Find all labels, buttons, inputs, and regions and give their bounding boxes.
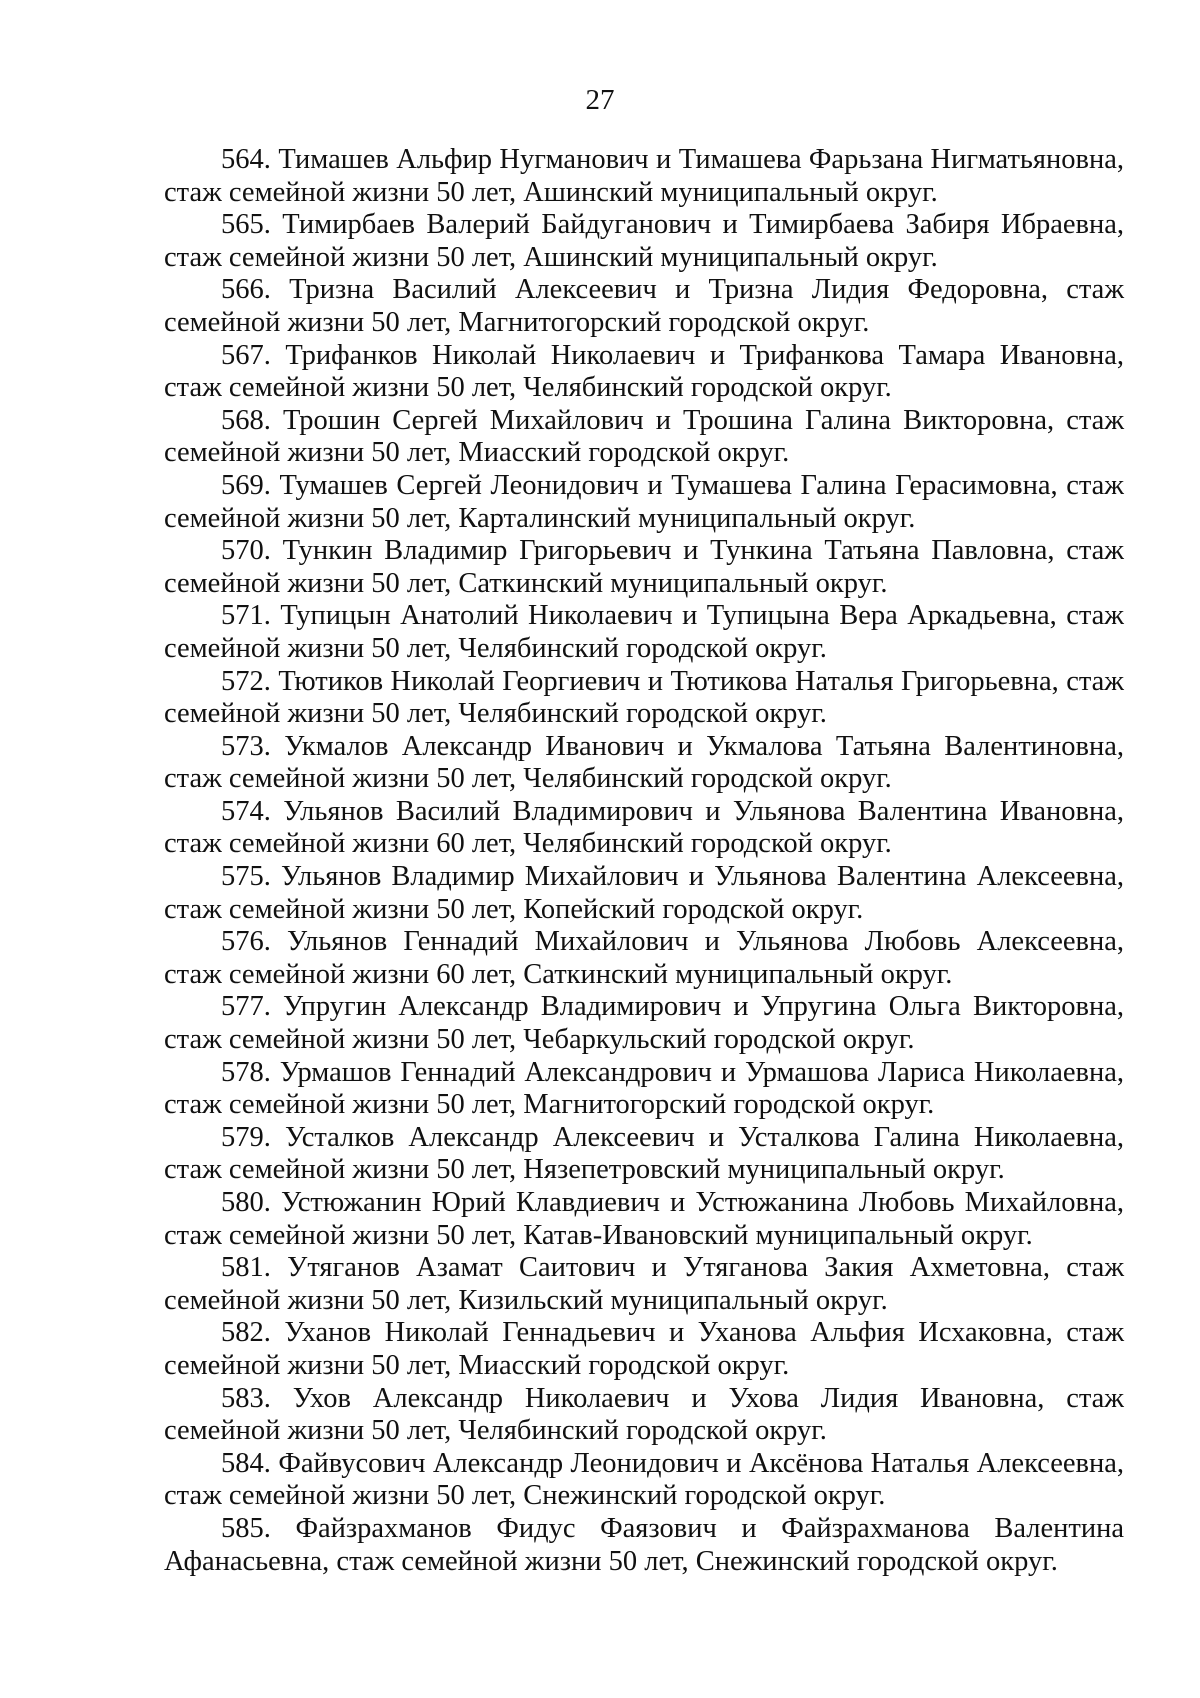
- entry-number: 573.: [221, 730, 271, 762]
- entry-number: 570.: [221, 535, 271, 567]
- entry-text: Тризна Василий Алексеевич и Тризна Лидия Федоровна, стаж семейной жизни 50 лет, Магнитогорский городской округ.: [164, 274, 1125, 338]
- entry-number: 575.: [221, 861, 271, 893]
- entry-text: Тимирбаев Валерий Байдуганович и Тимирбаева Забиря Ибраевна, стаж семейной жизни 50 лет, Ашинский муниципальный округ.: [164, 209, 1124, 273]
- entry-text: Уханов Николай Геннадьевич и Уханова Альфия Исхаковна, стаж семейной жизни 50 лет, Миасский городской округ.: [164, 1317, 1125, 1381]
- entry-number: 581.: [221, 1252, 271, 1284]
- entry-text: Ульянов Владимир Михайлович и Ульянова Валентина Алексеевна, стаж семейной жизни 50 лет, Копейский городской округ.: [164, 861, 1124, 925]
- entry-number: 582.: [221, 1317, 271, 1349]
- entry-list: [164, 144, 1124, 1578]
- entry-text: Тумашев Сергей Леонидович и Тумашева Галина Герасимовна, стаж семейной жизни 50 лет, Карталинский муниципальный округ.: [164, 469, 1124, 534]
- entry-number: 564.: [221, 144, 271, 175]
- entry-number: 574.: [221, 795, 271, 827]
- list-item: [164, 1513, 1124, 1578]
- entry-text: Тупицын Анатолий Николаевич и Тупицына Вера Аркадьевна, стаж семейной жизни 50 лет, Челябинский городской округ.: [164, 600, 1125, 664]
- list-item: [164, 1252, 1124, 1317]
- page-number: 27: [585, 84, 615, 116]
- entry-number: 567.: [221, 339, 271, 371]
- list-item: [164, 144, 1124, 209]
- entry-number: 583.: [221, 1382, 271, 1414]
- entry-text: Файвусович Александр Леонидович и Аксёнова Наталья Алексеевна, стаж семейной жизни 50 лет, Снежинский городской округ.: [164, 1447, 1124, 1512]
- list-item: [164, 274, 1124, 339]
- entry-number: 579.: [221, 1121, 271, 1153]
- list-item: [164, 535, 1124, 600]
- list-item: [164, 405, 1124, 470]
- list-item: [164, 1057, 1124, 1122]
- entry-text: Устюжанин Юрий Клавдиевич и Устюжанина Любовь Михайловна, стаж семейной жизни 50 лет, Катав-Ивановский муниципальный округ.: [164, 1187, 1124, 1251]
- list-item: [164, 861, 1124, 926]
- entry-number: 585.: [221, 1512, 271, 1544]
- entry-text: Усталков Александр Алексеевич и Усталкова Галина Николаевна, стаж семейной жизни 50 лет, Нязепетровский муниципальный округ.: [164, 1121, 1124, 1186]
- list-item: [164, 666, 1124, 731]
- entry-number: 566.: [221, 274, 271, 306]
- entry-number: 568.: [221, 404, 271, 436]
- entry-number: 580.: [221, 1187, 271, 1218]
- list-item: [164, 1448, 1124, 1513]
- list-item: [164, 209, 1124, 274]
- list-item: [164, 926, 1124, 991]
- entry-number: 569.: [221, 469, 271, 501]
- entry-text: Трошин Сергей Михайлович и Трошина Галина Викторовна, стаж семейной жизни 50 лет, Миасский городской округ.: [164, 404, 1125, 469]
- entry-number: 576.: [221, 926, 271, 958]
- list-item: [164, 1187, 1124, 1252]
- entry-number: 571.: [221, 600, 271, 632]
- entry-text: Ульянов Василий Владимирович и Ульянова Валентина Ивановна, стаж семейной жизни 60 лет, Челябинский городской округ.: [164, 795, 1124, 860]
- entry-text: Утяганов Азамат Саитович и Утяганова Закия Ахметовна, стаж семейной жизни 50 лет, Кизильский муниципальный округ.: [164, 1252, 1125, 1316]
- entry-text: Тютиков Николай Георгиевич и Тютикова Наталья Григорьевна, стаж семейной жизни 50 лет, Челябинский городской округ.: [164, 665, 1124, 730]
- list-item: [164, 340, 1124, 405]
- entry-text: Ульянов Геннадий Михайлович и Ульянова Любовь Алексеевна, стаж семейной жизни 60 лет, Саткинский муниципальный округ.: [164, 926, 1124, 990]
- entry-number: 565.: [221, 209, 271, 241]
- entry-number: 577.: [221, 991, 271, 1023]
- entry-text: Урмашов Геннадий Александрович и Урмашова Лариса Николаевна, стаж семейной жизни 50 лет, Магнитогорский городской округ.: [164, 1056, 1124, 1121]
- entry-text: Укмалов Александр Иванович и Укмалова Татьяна Валентиновна, стаж семейной жизни 50 лет, Челябинский городской округ.: [164, 730, 1125, 795]
- list-item: [164, 470, 1124, 535]
- entry-text: Упругин Александр Владимирович и Упругина Ольга Викторовна, стаж семейной жизни 50 лет, Чебаркульский городской округ.: [164, 991, 1124, 1056]
- list-item: [164, 796, 1124, 861]
- list-item: [164, 731, 1124, 796]
- entry-text: Файзрахманов Фидус Фаязович и Файзрахманова Валентина Афанасьевна, стаж семейной жизни 50 лет, Снежинский городской округ.: [164, 1512, 1125, 1577]
- list-item: [164, 1122, 1124, 1187]
- entry-number: 572.: [221, 665, 271, 697]
- entry-number: 578.: [221, 1056, 271, 1088]
- list-item: [164, 991, 1124, 1056]
- entry-text: Тимашев Альфир Нугманович и Тимашева Фарьзана Нигматьяновна, стаж семейной жизни 50 лет, Ашинский муниципальный округ.: [164, 144, 1125, 208]
- list-item: [164, 1383, 1124, 1448]
- entry-text: Ухов Александр Николаевич и Ухова Лидия Ивановна, стаж семейной жизни 50 лет, Челябинский городской округ.: [164, 1382, 1124, 1447]
- entry-number: 584.: [221, 1447, 271, 1479]
- list-item: [164, 1317, 1124, 1382]
- list-item: [164, 600, 1124, 665]
- entry-text: Тункин Владимир Григорьевич и Тункина Татьяна Павловна, стаж семейной жизни 50 лет, Саткинский муниципальный округ.: [164, 535, 1124, 599]
- entry-text: Трифанков Николай Николаевич и Трифанкова Тамара Ивановна, стаж семейной жизни 50 лет, Челябинский городской округ.: [164, 339, 1124, 404]
